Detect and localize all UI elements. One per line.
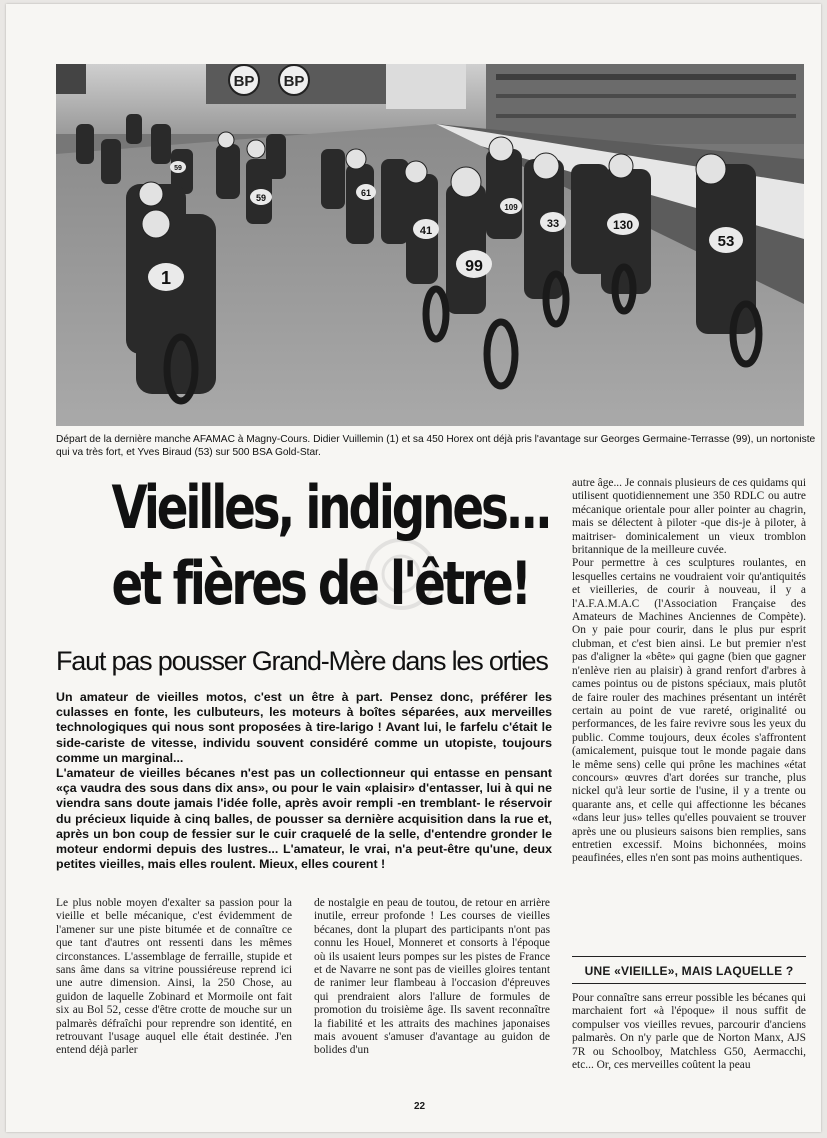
plate-number: 41: [419, 225, 433, 237]
bp-banner-right: BP: [283, 73, 305, 90]
plate-number: 61: [360, 188, 372, 198]
intro-paragraph: [56, 690, 552, 872]
column-1-text: Le plus noble moyen d'exalter sa passion pour la vieille et belle mécanique, c'est évidemment de l'amener sur une piste bitumée et de connaître ce que tant d'autres ont ressenti dans les mêmes circonstances. L'assemblage de ferraille, stupide et sans âme dans sa vitrine poussiéreuse reprend ici une autre dimension. Ainsi, la 250 Chose, au guidon de laquelle Zobinard et Mormoile ont fait six au Bol 52, cesse d'être crotte de mouche sur un palmarès défraîchi pour reprendre son identité, en retrouvant l'usage auquel elle était destinée. J'en entend déjà parler: [56, 897, 292, 1057]
race-photo-illustration: [56, 64, 804, 426]
plate-number: 33: [546, 218, 560, 230]
magazine-page: [6, 4, 821, 1132]
race-photo: [56, 64, 804, 426]
photo-caption: Départ de la dernière manche AFAMAC à Magny-Cours. Didier Vuillemin (1) et sa 450 Horex ont déjà pris l'avantage sur Georges Germaine-Terrasse (99), un nortoniste qui va très fort, et Yves Biraud (53) sur 500 BSA Gold-Star.: [56, 434, 816, 458]
section-text: Pour connaître sans erreur possible les bécanes qui marchaient fort «à l'époque» il nous suffit de compulser vos vieilles revues, parcourir d'anciens palmarès. On n'y parle que de Norton Manx, AJS 7R ou Schoolboy, Matchless G50, Aermacchi, etc... Or, ces merveilles coûtent la peau: [572, 992, 806, 1072]
body-column-2: [314, 897, 550, 1058]
plate-number: 109: [504, 203, 518, 212]
plate-number: 130: [612, 218, 634, 232]
column-3-text-1: autre âge... Je connais plusieurs de ces quidams qui utilisent quotidiennement une 350 RDLC ou autre mécanique orientale pour aller pointer au chagrin, mais se délectent à piloter -que dis-je à piloter, à maitriser- dominicalement un vieux tromblon britannique de la meilleure cuvée.: [572, 477, 806, 557]
body-column-1: [56, 897, 292, 1058]
headline-line-1: Vieilles, indignes...: [111, 473, 550, 543]
bp-banner-left: BP: [233, 73, 255, 90]
plate-number: 1: [160, 268, 172, 288]
plate-number: 99: [465, 258, 483, 275]
body-column-3: [572, 477, 806, 866]
plate-number: 53: [717, 233, 735, 250]
column-3-text-2: Pour permettre à ces sculptures roulantes, en lesquelles certains ne voudraient voir qu'antiquités et vieilleries, de courir à nouveau, il y a l'A.F.A.M.A.C (l'Association Française des Amateurs de Machines Anciennes de Compète). On y paie pour courir, dans le plus pur esprit clubman, et c'est bien ainsi. Le but premier n'est pas d'aligner la «bête» qui gagne (bien que gagner n'enlève rien au plaisir) à grand renfort d'arbres à cames pointus ou de pistons spéciaux, mais plutôt de faire rouler des machines présentant un intérêt certain au point de vue rareté, originalité ou performances, de les faire revivre sous les yeux du public. Comme toujours, deux écoles s'affrontent (amicalement, puisque tout le monde pagaie dans le même sens) celle qui prône les machines «état concours» œuvres d'art dorées sur tranche, plus nickel qu'à leur sortie de l'usine, il y a trente ou quarante ans, et celle qui affectionne les bécanes «dans leur jus» telles qu'elles pouvaient se trouver après une ou plusieurs saisons bien remplies, sans entretien excessif. Moins bichonnées, moins peaufinées, elles n'en sont pas moins authentiques.: [572, 557, 806, 865]
plate-number: 59: [255, 193, 267, 203]
headline-line-2: et fières de l'être!: [111, 549, 529, 619]
plate-number: 59: [174, 165, 182, 172]
section-rule-bottom: [572, 983, 806, 984]
page-number: 22: [414, 1101, 426, 1112]
section-rule-top: [572, 956, 806, 957]
intro-text-1: Un amateur de vieilles motos, c'est un être à part. Pensez donc, préférer les culasses en fonte, les culbuteurs, les moteurs à boîtes séparées, aux merveilles technologiques qui nous sont proposées à tire-larigo ! Avant lui, le farfelu c'était le side-cariste de vitesse, individu souvent considéré comme un utopiste, toujours comme un marginal...: [56, 690, 552, 765]
column-2-text: de nostalgie en peau de toutou, de retour en arrière inutile, erreur profonde ! Les courses de vieilles bécanes, dont la plupart des participants n'ont pas connu les Houel, Monneret et consorts à l'époque où ils usaient leurs pompes sur les pistes de France et de Navarre ne sont pas de vieilles gloires tentant de ranimer leur flambeau à l'occasion d'épreuves qui prendraient alors l'allure de formules de promotion du troisième âge. Ils savent reconnaître la fiabilité et les attraits des machines japonaises mais avouent s'amuser d'avantage au guidon de bolides d'un: [314, 897, 550, 1057]
subtitle: Faut pas pousser Grand-Mère dans les orties: [56, 646, 548, 676]
section-heading: UNE «VIEILLE», MAIS LAQUELLE ?: [584, 964, 794, 978]
intro-text-2: L'amateur de vieilles bécanes n'est pas un collectionneur qui entasse en pensant «ça vaudra des sous dans dix ans», ou pour le vain «plaisir» d'entasser, lui à qui ne viendra sans doute jamais l'idée folle, après avoir rempli -en tremblant- le réservoir du précieux liquide à cinq balles, de pousser sa dernière acquisition dans la rue et, après un bon coup de fessier sur le cuir craquelé de la selle, d'entendre gronder le moteur endormi depuis des lustres... L'amateur, le vrai, n'a peut-être qu'une, deux petites vieilles, mais elles roulent. Mieux, elles courent !: [56, 766, 552, 872]
section-body: [572, 992, 806, 1072]
